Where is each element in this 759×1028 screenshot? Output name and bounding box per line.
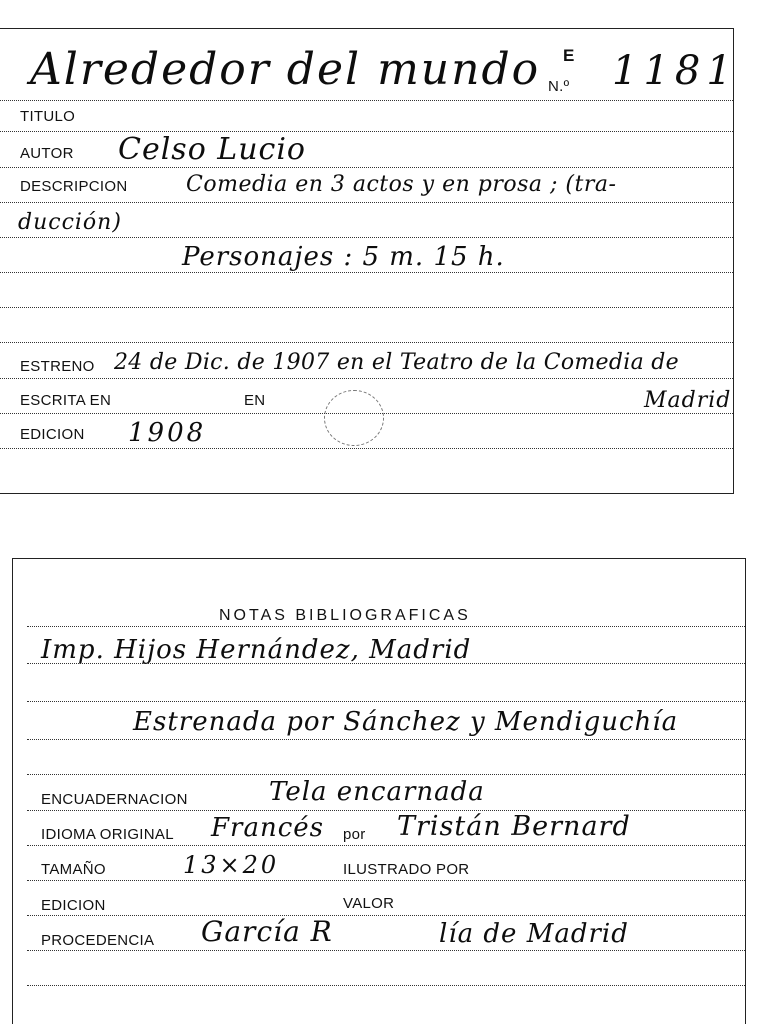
label-escrita-en: ESCRITA EN	[20, 392, 112, 409]
title-handwriting: Alrededor del mundo	[30, 44, 541, 95]
rule-2	[0, 237, 733, 238]
rule-n1	[27, 663, 745, 664]
faded-stamp-mark	[324, 390, 384, 446]
rule-n2	[27, 701, 745, 702]
rule-idioma	[27, 845, 745, 846]
label-autor: AUTOR	[20, 145, 74, 162]
idioma-handwriting: Francés	[211, 813, 325, 843]
label-edicion-2: EDICION	[41, 897, 106, 914]
catalog-card-top	[0, 28, 738, 494]
rule-5	[0, 342, 733, 343]
rule-n4	[27, 774, 745, 775]
rule-procedencia	[27, 950, 745, 951]
estreno-handwriting: 24 de Dic. de 1907 en el Teatro de la Comedia de	[114, 350, 680, 375]
notas-heading: NOTAS BIBLIOGRAFICAS	[219, 607, 471, 624]
encuadernacion-handwriting: Tela encarnada	[269, 777, 485, 807]
rule-titulo	[0, 100, 733, 101]
label-en: EN	[244, 392, 266, 409]
rule-tamano	[27, 880, 745, 881]
rule-last	[27, 985, 745, 986]
rule-estreno	[0, 378, 733, 379]
card-top-edge	[0, 28, 733, 29]
label-titulo: TITULO	[20, 108, 76, 125]
descripcion-handwriting-1: Comedia en 3 actos y en prosa ; (tra-	[186, 172, 617, 197]
rule-edicion-2	[27, 915, 745, 916]
rule-4	[0, 307, 733, 308]
procedencia-handwriting-2: lía de Madrid	[439, 919, 629, 949]
rule-1	[0, 131, 733, 132]
number-label: N.º	[548, 78, 570, 95]
rule-encuadernacion	[27, 810, 745, 811]
autor-handwriting: Celso Lucio	[118, 132, 306, 167]
rule-edicion	[0, 448, 733, 449]
note-estrenada-handwriting: Estrenada por Sánchez y Mendiguchía	[133, 707, 679, 737]
label-ilustrado-por: ILUSTRADO POR	[343, 861, 470, 878]
procedencia-handwriting: García R	[201, 915, 333, 948]
rule-escrita	[0, 413, 733, 414]
rule-3	[0, 272, 733, 273]
rule-autor	[0, 167, 733, 168]
label-idioma-original: IDIOMA ORIGINAL	[41, 826, 174, 843]
personajes-handwriting: Personajes : 5 m. 15 h.	[182, 242, 505, 272]
label-edicion: EDICION	[20, 426, 85, 443]
label-encuadernacion: ENCUADERNACION	[41, 791, 188, 808]
rule-n3	[27, 739, 745, 740]
label-valor: VALOR	[343, 895, 395, 912]
catalog-card-bottom	[12, 558, 746, 1024]
label-por: por	[343, 826, 366, 843]
tamano-handwriting: 13×20	[183, 851, 280, 879]
note-imprenta-handwriting: Imp. Hijos Hernández, Madrid	[41, 635, 472, 665]
por-handwriting: Tristán Bernard	[397, 811, 631, 842]
label-estreno: ESTRENO	[20, 358, 95, 375]
number-superscript: E	[563, 46, 575, 65]
label-tamano: TAMAÑO	[41, 861, 106, 878]
rule-descripcion	[0, 202, 733, 203]
label-descripcion: DESCRIPCION	[20, 178, 128, 195]
descripcion-handwriting-2: ducción)	[18, 210, 122, 235]
estreno-handwriting-2: Madrid	[644, 388, 732, 413]
label-procedencia: PROCEDENCIA	[41, 932, 155, 949]
edicion-handwriting: 1908	[128, 418, 207, 448]
rule-heading	[27, 626, 745, 627]
number-handwriting: 1181	[612, 48, 738, 94]
